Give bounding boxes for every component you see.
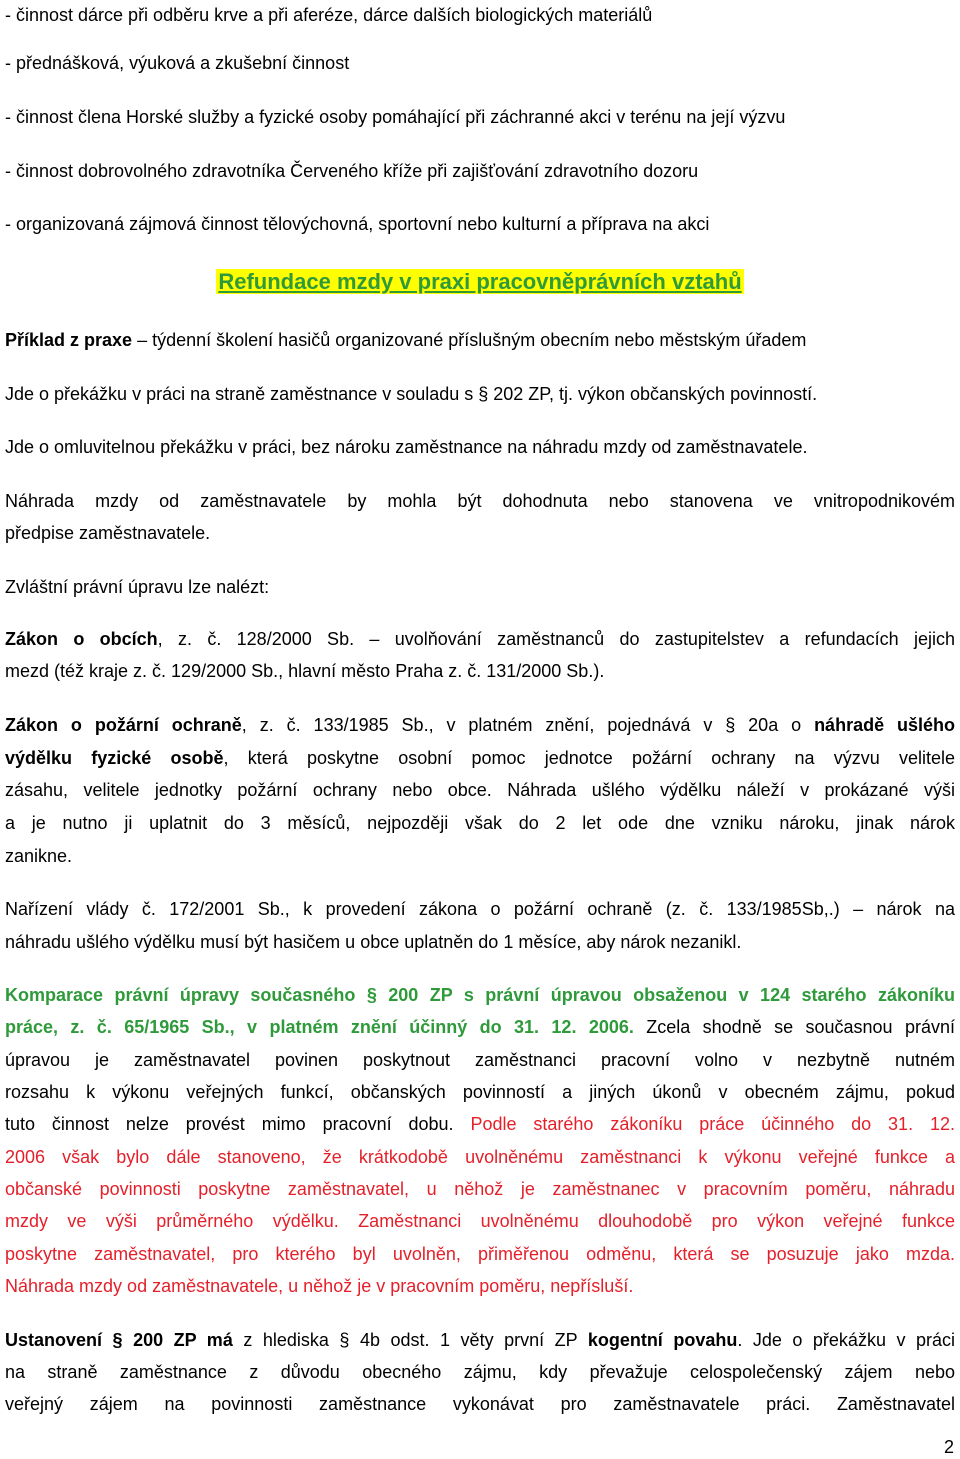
ustanoveni-title: Ustanovení § 200 ZP má <box>5 1330 233 1350</box>
komparace-text: Zcela shodně se současnou právní <box>633 1017 955 1037</box>
list-item: - přednášková, výuková a zkušební činnost <box>5 53 350 73</box>
komparace-line: rozsahu k výkonu veřejných funkcí, občanských povinností a jiných úkonů v obecném zájmu, pokud <box>5 1082 955 1102</box>
komparace-line: úpravou je zaměstnavatel povinen poskytnout zaměstnanci pracovní volno v nezbytně nutném <box>5 1050 955 1070</box>
page-number: 2 <box>943 1437 954 1457</box>
obce-text: , z. č. 128/2000 Sb. – uvolňování zaměstnanců do zastupitelstev a refundacích jejich <box>157 629 955 649</box>
section-heading <box>0 269 960 295</box>
paragraph: Zvláštní právní úpravu lze nalézt: <box>5 577 270 597</box>
komparace-red-line: Náhrada mzdy od zaměstnavatele, u něhož je v pracovním poměru, nepřísluší. <box>5 1276 634 1296</box>
komparace-red-text: Podle starého zákoníku práce účinného do 31. 12. <box>470 1114 955 1134</box>
komparace-text: tuto činnost nelze provést mimo pracovní dobu. <box>5 1114 471 1134</box>
list-item: - organizovaná zájmová činnost tělovýchovná, sportovní nebo kulturní a příprava na akci <box>5 214 710 234</box>
komparace-line <box>5 1016 955 1038</box>
pozar-line: a je nutno ji uplatnit do 3 měsíců, nejpozději však do 2 let ode dne vzniku nároku, jinak nárok <box>5 813 955 833</box>
obce-line: mezd (též kraje z. č. 129/2000 Sb., hlavní město Praha z. č. 131/2000 Sb.). <box>5 661 605 681</box>
komparace-red-line: poskytne zaměstnavatel, pro kterého byl uvolněn, přiměřenou odměnu, která se posuzuje jako mzda. <box>5 1244 955 1264</box>
pozar-emphasis: náhradě ušlého <box>814 715 956 735</box>
example-label: Příklad z praxe <box>5 330 133 350</box>
komparace-red-line: mzdy ve výši průměrného výdělku. Zaměstnanci uvolněnému dlouhodobě pro výkon veřejné funkce <box>5 1211 955 1231</box>
ustanoveni-line: na straně zaměstnance z důvodu obecného zájmu, kdy převažuje celospolečenský zájem nebo <box>5 1362 955 1382</box>
ustanoveni-text: . Jde o překážku v práci <box>737 1330 955 1350</box>
pozar-line <box>5 747 955 769</box>
komparace-line <box>5 1113 955 1135</box>
komparace-red-line: občanské povinnosti poskytne zaměstnavatel, u něhož je zaměstnanec v pracovním poměru, náhradu <box>5 1179 955 1199</box>
law-title: Zákon o požární ochraně <box>5 715 242 735</box>
law-title: Zákon o obcích <box>5 629 158 649</box>
ustanoveni-line: veřejný zájem na povinnosti zaměstnance vykonávat pro zaměstnavatele práci. Zaměstnavatel <box>5 1394 955 1414</box>
ustanoveni-text: z hlediska § 4b odst. 1 věty první ZP <box>232 1330 588 1350</box>
pozar-emphasis: výdělku fyzické osobě <box>5 748 224 768</box>
paragraph-line: předpise zaměstnavatele. <box>5 523 211 543</box>
section-heading-text: Refundace mzdy v praxi pracovněprávních vztahů <box>218 269 742 294</box>
list-item: - činnost dárce při odběru krve a při aferéze, dárce dalších biologických materiálů <box>5 5 653 25</box>
pozar-line <box>5 714 955 736</box>
ustanoveni-line <box>5 1329 955 1351</box>
example-text: – týdenní školení hasičů organizované příslušným obecním nebo městským úřadem <box>132 330 807 350</box>
ustanoveni-emphasis: kogentní povahu <box>587 1330 738 1350</box>
list-item: - činnost člena Horské služby a fyzické osoby pomáhající při záchranné akci v terénu na její výzvu <box>5 107 786 127</box>
pozar-text: , která poskytne osobní pomoc jednotce požární ochrany na výzvu velitele <box>223 748 955 768</box>
komparace-red-line: 2006 však bylo dále stanoveno, že krátkodobě uvolněnému zaměstnanci k výkonu veřejné funkce a <box>5 1147 955 1167</box>
list-item: - činnost dobrovolného zdravotníka Červeného kříže při zajišťování zdravotního dozoru <box>5 161 699 181</box>
paragraph: Jde o překážku v práci na straně zaměstnance v souladu s § 202 ZP, tj. výkon občanských povinností. <box>5 384 818 404</box>
pozar-line: zásahu, velitele jednotky požární ochrany nebo obce. Náhrada ušlého výdělku náleží v prokázané výši <box>5 780 955 800</box>
example-paragraph <box>5 329 955 351</box>
komparace-line: Komparace právní úpravy současného § 200 ZP s právní úpravou obsaženou v 124 starého zákoníku <box>5 985 955 1005</box>
obce-line <box>5 628 955 650</box>
pozar-text: , z. č. 133/1985 Sb., v platném znění, pojednává v § 20a o <box>241 715 815 735</box>
paragraph-line: Náhrada mzdy od zaměstnavatele by mohla být dohodnuta nebo stanovena ve vnitropodnikovém <box>5 491 955 511</box>
komparace-heading: práce, z. č. 65/1965 Sb., v platném znění účinný do 31. 12. 2006. <box>5 1017 634 1037</box>
narizeni-line: Nařízení vlády č. 172/2001 Sb., k provedení zákona o požární ochraně (z. č. 133/1985Sb,.) – nárok na <box>5 899 955 919</box>
narizeni-line: náhradu ušlého výdělku musí být hasičem u obce uplatněn do 1 měsíce, aby nárok nezanikl. <box>5 932 742 952</box>
pozar-line: zanikne. <box>5 846 73 866</box>
paragraph: Jde o omluvitelnou překážku v práci, bez nároku zaměstnance na náhradu mzdy od zaměstnavatele. <box>5 437 808 457</box>
